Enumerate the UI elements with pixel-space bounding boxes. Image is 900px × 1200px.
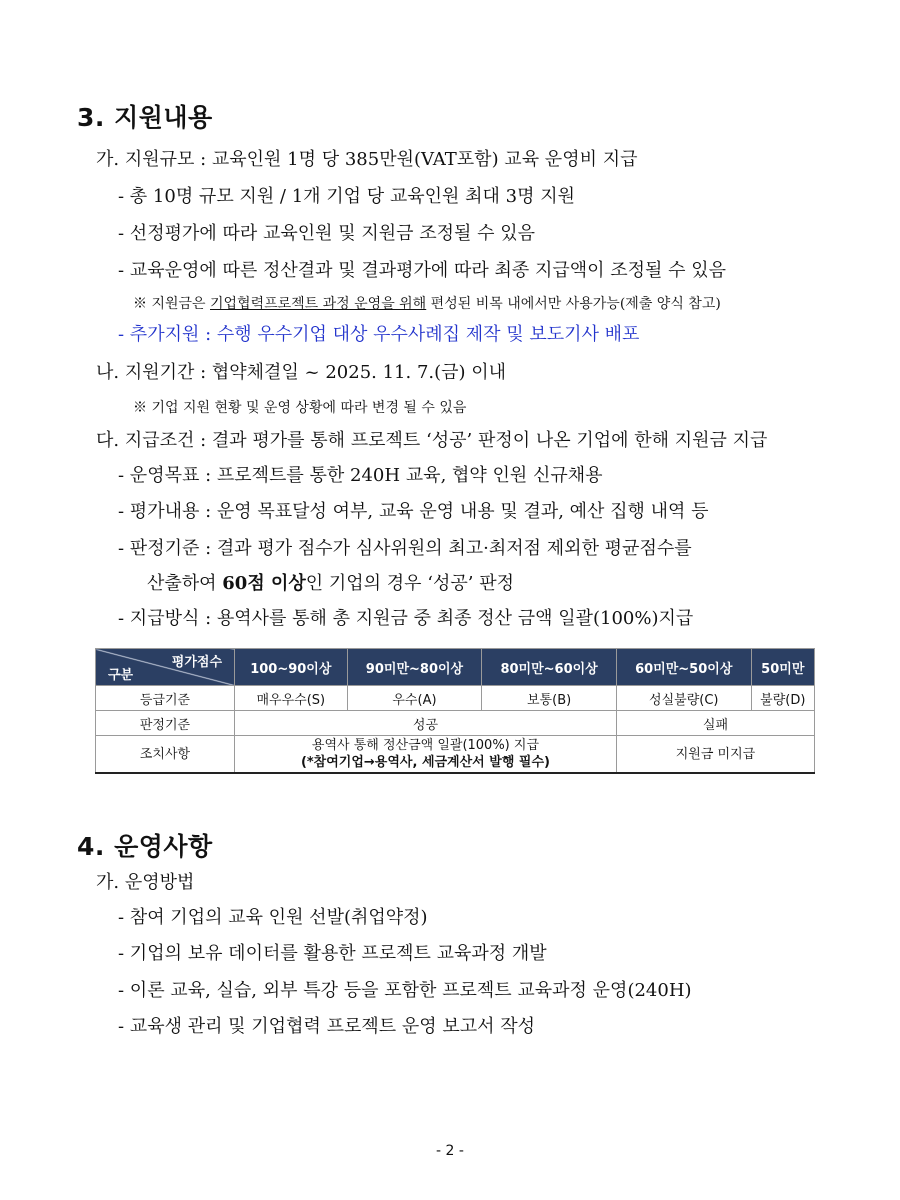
table-header: 90미만~80이상: [347, 649, 482, 686]
operation-method-line: 가. 운영방법: [96, 872, 195, 893]
table-corner-cell: [96, 649, 235, 686]
support-scale-item: - 총 10명 규모 지원 / 1개 기업 당 교육인원 최대 3명 지원: [118, 186, 575, 207]
evaluation-table: [95, 648, 815, 774]
payment-method-item: - 지급방식 : 용역사를 통해 총 지원금 중 최종 정산 금액 일괄(100%)지급: [118, 608, 694, 629]
action-fail-cell: 지원금 미지급: [616, 736, 814, 774]
support-fund-note: [133, 292, 721, 316]
support-scale-item: - 교육운영에 따른 정산결과 및 결과평가에 따라 최종 지급액이 조정될 수 있음: [118, 260, 727, 281]
table-header: 60미만~50이상: [616, 649, 751, 686]
operation-method-item: - 이론 교육, 실습, 외부 특강 등을 포함한 프로젝트 교육과정 운영(240H): [118, 980, 692, 1001]
note-underlined: 기업협력프로젝트 과정 운영을 위해: [210, 296, 427, 312]
payment-condition-item: - 운영목표 : 프로젝트를 통한 240H 교육, 협약 인원 신규채용: [118, 465, 603, 486]
judge-fail-cell: 실패: [616, 711, 814, 736]
note-suffix: 편성된 비목 내에서만 사용가능(제출 양식 참고): [426, 296, 721, 312]
action-success-note: (*참여기업→용역사, 세금계산서 발행 필수): [300, 755, 550, 770]
judge-success-cell: 성공: [235, 711, 617, 736]
cont-bold: 60점 이상: [222, 573, 306, 594]
payment-condition-line: 다. 지급조건 : 결과 평가를 통해 프로젝트 ‘성공’ 판정이 나온 기업에 한해 지원금 지급: [96, 430, 768, 451]
payment-condition-item: - 판정기준 : 결과 평가 점수가 심사위원의 최고·최저점 제외한 평균점수를: [118, 538, 692, 559]
support-scale-item: - 선정평가에 따라 교육인원 및 지원금 조정될 수 있음: [118, 223, 536, 244]
row-label: 조치사항: [96, 736, 235, 774]
payment-condition-continued: [147, 572, 514, 596]
grade-cell: 불량(D): [751, 686, 814, 711]
table-row: [96, 686, 815, 711]
action-success-line: 용역사 통해 정산금액 일괄(100%) 지급: [311, 738, 539, 753]
operation-method-item: - 교육생 관리 및 기업협력 프로젝트 운영 보고서 작성: [118, 1016, 536, 1037]
table-row: [96, 736, 815, 774]
table-header: 50미만: [751, 649, 814, 686]
action-success-cell: [235, 736, 617, 774]
support-period-note: ※ 기업 지원 현황 및 운영 상황에 따라 변경 될 수 있음: [133, 400, 467, 416]
grade-cell: 성실불량(C): [616, 686, 751, 711]
cont-suffix: 인 기업의 경우 ‘성공’ 판정: [305, 573, 514, 594]
operation-method-item: - 기업의 보유 데이터를 활용한 프로젝트 교육과정 개발: [118, 943, 547, 964]
section-4-heading: 4. 운영사항: [77, 832, 213, 861]
note-prefix: ※ 지원금은: [133, 296, 210, 312]
payment-condition-item: - 평가내용 : 운영 목표달성 여부, 교육 운영 내용 및 결과, 예산 집행 내역 등: [118, 501, 709, 522]
section-3-heading: 3. 지원내용: [77, 103, 213, 132]
table-row: [96, 711, 815, 736]
cont-prefix: 산출하여: [147, 573, 223, 594]
grade-cell: 우수(A): [347, 686, 482, 711]
row-label: 등급기준: [96, 686, 235, 711]
page-number: - 2 -: [436, 1143, 464, 1159]
operation-method-item: - 참여 기업의 교육 인원 선발(취업약정): [118, 907, 428, 928]
corner-top-label: 평가점수: [171, 655, 222, 670]
grade-cell: 보통(B): [482, 686, 617, 711]
table-header: 100~90이상: [235, 649, 348, 686]
support-scale-line: 가. 지원규모 : 교육인원 1명 당 385만원(VAT포함) 교육 운영비 지급: [96, 149, 638, 170]
row-label: 판정기준: [96, 711, 235, 736]
table-header: 80미만~60이상: [482, 649, 617, 686]
corner-bottom-label: 구분: [108, 668, 134, 683]
additional-support-line: - 추가지원 : 수행 우수기업 대상 우수사례집 제작 및 보도기사 배포: [118, 324, 640, 345]
support-period-line: 나. 지원기간 : 협약체결일 ~ 2025. 11. 7.(금) 이내: [96, 362, 507, 383]
grade-cell: 매우우수(S): [235, 686, 348, 711]
